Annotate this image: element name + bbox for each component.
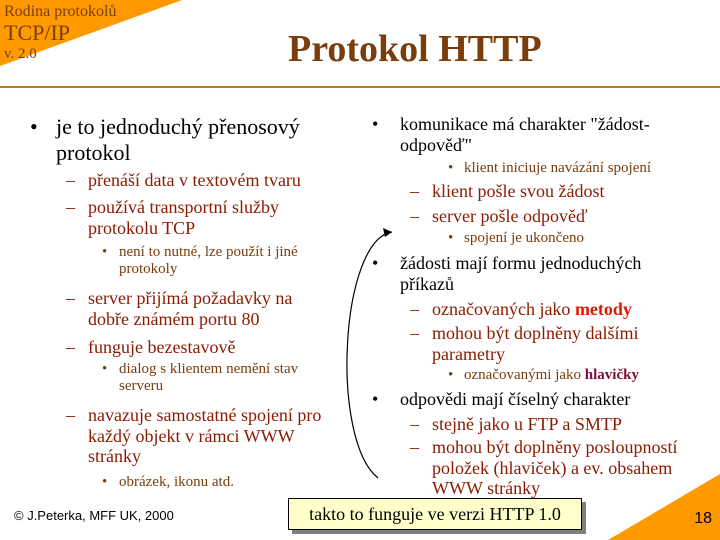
copyright-text: © J.Peterka, MFF UK, 2000 (14, 508, 174, 523)
dash-icon: – (410, 323, 419, 343)
series-line-2: TCP/IP (4, 20, 71, 45)
dash-icon: – (410, 414, 419, 434)
bullet-dot-icon: • (30, 114, 38, 139)
bullet-dot-icon: • (372, 389, 379, 409)
left-dash-4: funguje bezestavově (88, 337, 236, 357)
small-bullet-icon: • (102, 244, 108, 260)
left-bullet-1: je to jednoduchý přenosový protokol (56, 114, 300, 165)
right-dash-2: server pošle odpověď (432, 206, 588, 226)
left-dash-2-sub: není to nutné, lze použít i jiné protokoly (119, 244, 298, 278)
small-bullet-icon: • (102, 474, 108, 490)
right-bullet-2: žádosti mají formu jednoduchých příkazů (400, 253, 642, 294)
small-bullet-icon: • (448, 160, 454, 176)
page-number: 18 (694, 510, 712, 527)
dash-icon: – (66, 197, 75, 217)
right-bullet-1-sub: klient iniciuje navázání spojení (464, 160, 652, 176)
right-dash-1: klient pošle svou žádost (432, 181, 605, 201)
right-dash-6: mohou být doplněny posloupností položek (hlaviček) a ev. obsahem WWW stránky (432, 437, 678, 499)
right-bullet-3: odpovědi mají číselný charakter (400, 389, 631, 409)
dash-icon: – (66, 337, 75, 357)
dash-icon: – (410, 299, 419, 319)
dash-icon: – (66, 405, 75, 425)
left-dash-2: používá transportní služby protokolu TCP (88, 197, 279, 238)
headers-highlight: hlavičky (584, 367, 639, 383)
dash-icon: – (410, 437, 419, 457)
dash-icon: – (66, 288, 75, 308)
dash-icon: – (66, 170, 75, 190)
right-dash-5: stejně jako u FTP a SMTP (432, 414, 622, 434)
bullet-dot-icon: • (372, 114, 379, 134)
series-line-1: Rodina protokolů (4, 3, 117, 20)
small-bullet-icon: • (448, 367, 454, 383)
left-dash-1: přenáší data v textovém tvaru (88, 170, 301, 190)
small-bullet-icon: • (102, 361, 108, 377)
series-version: v. 2.0 (4, 46, 37, 62)
methods-highlight: metody (574, 299, 632, 319)
version-note-box: takto to funguje ve verzi HTTP 1.0 (288, 498, 582, 530)
small-bullet-icon: • (448, 230, 454, 246)
right-dash-4-sub-text: označovanými jako (464, 367, 585, 383)
right-dash-3-text: označovaných jako (432, 299, 575, 319)
dash-icon: – (410, 181, 419, 201)
right-bullet-1: komunikace má charakter "žádost-odpověď" (400, 114, 650, 155)
bullet-dot-icon: • (372, 253, 379, 273)
left-dash-4-sub: dialog s klientem nemění stav serveru (119, 361, 299, 395)
right-dash-4: mohou být doplněny dalšími parametry (432, 323, 639, 364)
slide-title: Protokol HTTP (288, 28, 542, 70)
left-dash-5-sub: obrázek, ikonu atd. (119, 474, 234, 490)
left-dash-5: navazuje samostatné spojení pro každý objekt v rámci WWW stránky (88, 405, 322, 467)
right-dash-2-sub: spojení je ukončeno (464, 230, 584, 246)
dash-icon: – (410, 206, 419, 226)
left-dash-3: server přijímá požadavky na dobře známém portu 80 (88, 288, 293, 329)
